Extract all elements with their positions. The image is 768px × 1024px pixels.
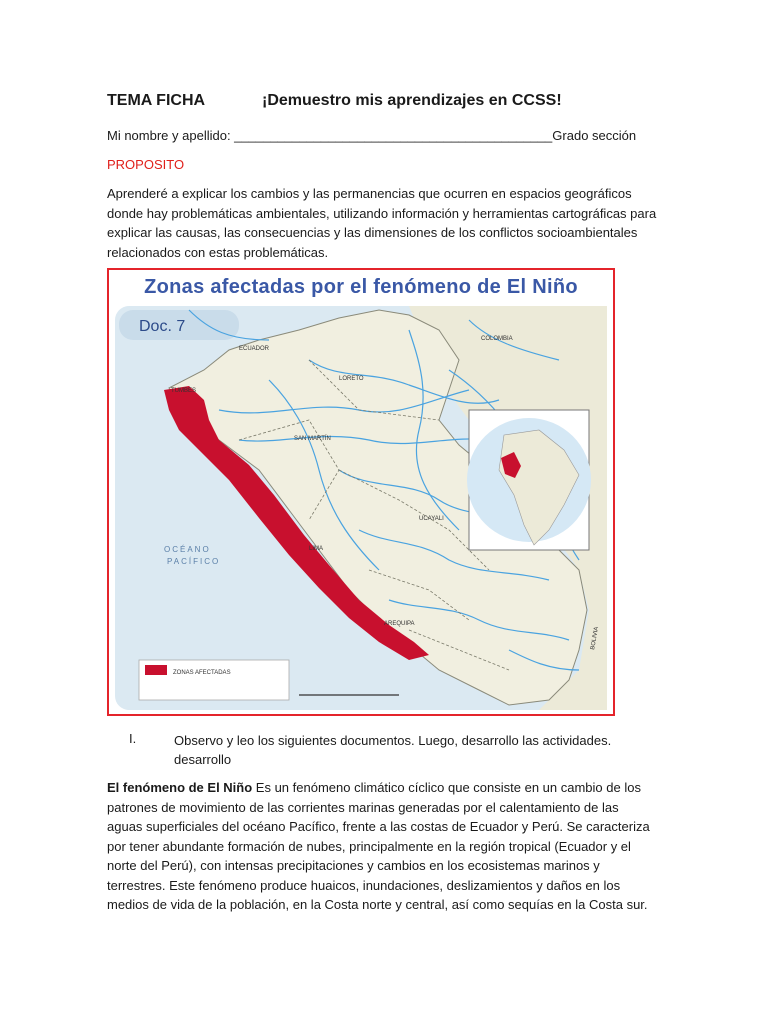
ocean-label-2: PACÍFICO xyxy=(167,557,221,566)
map-title: Zonas afectadas por el fenómeno de El Niño xyxy=(144,276,578,298)
name-line: Mi nombre y apellido: ____________________________________________Grado sección xyxy=(107,128,637,143)
instruction-number: I. xyxy=(129,731,137,746)
svg-text:UCAYALI: UCAYALI xyxy=(419,516,444,522)
svg-text:COLOMBIA: COLOMBIA xyxy=(481,336,513,342)
nino-term: El fenómeno de El Niño xyxy=(107,780,253,795)
topic-label: TEMA FICHA xyxy=(107,92,206,109)
svg-text:TUMBES: TUMBES xyxy=(171,388,197,394)
legend-label: ZONAS AFECTADAS xyxy=(173,670,231,676)
purpose-heading: PROPOSITO xyxy=(107,157,185,172)
svg-text:LORETO: LORETO xyxy=(339,376,364,382)
nino-paragraph xyxy=(107,778,655,915)
bolivia-label: BOLIVIA xyxy=(590,626,601,651)
legend-swatch xyxy=(145,665,167,675)
svg-text:LIMA: LIMA xyxy=(309,546,324,552)
ocean-label-1: OCÉANO xyxy=(164,545,211,554)
map-figure xyxy=(107,268,615,716)
svg-text:ECUADOR: ECUADOR xyxy=(239,346,270,352)
doc-label: Doc. 7 xyxy=(139,318,186,335)
purpose-text: Aprenderé a explicar los cambios y las permanencias que ocurren en espacios geográficos donde hay problemáticas ambientales, utilizando información y herramientas cartográficas para explicar las causas, las consecuencias y las dimensiones de los conflictos socioambientales relacionados con estas problemáticas. xyxy=(107,186,657,260)
title-row xyxy=(107,92,562,110)
peru-map xyxy=(109,270,613,714)
nino-text: Es un fenómeno climático cíclico que consiste en un cambio de los patrones de movimiento de las corrientes marinas generadas por el calentamiento de las aguas superficiales del océano Pacífico, frente a las costas de Ecuador y Perú. Se caracteriza por tener abundante formación de nubes, principalmente en la región tropical (Ecuador y el norte del Perú), con intensas precipitaciones y cambios en los ecosistemas marinos y terrestres. Este fenómeno produce huaicos, inundaciones, deslizamientos y daños en los medios de vida de la población, en la Costa norte y central, así como sequías en la Costa sur. xyxy=(107,780,650,912)
svg-text:AREQUIPA: AREQUIPA xyxy=(384,621,415,627)
instruction-text: Observo y leo los siguientes documentos. Luego, desarrollo las actividades. desarrollo xyxy=(174,733,612,767)
page-title: ¡Demuestro mis aprendizajes en CCSS! xyxy=(262,92,562,109)
svg-text:SAN MARTÍN: SAN MARTÍN xyxy=(294,436,331,442)
